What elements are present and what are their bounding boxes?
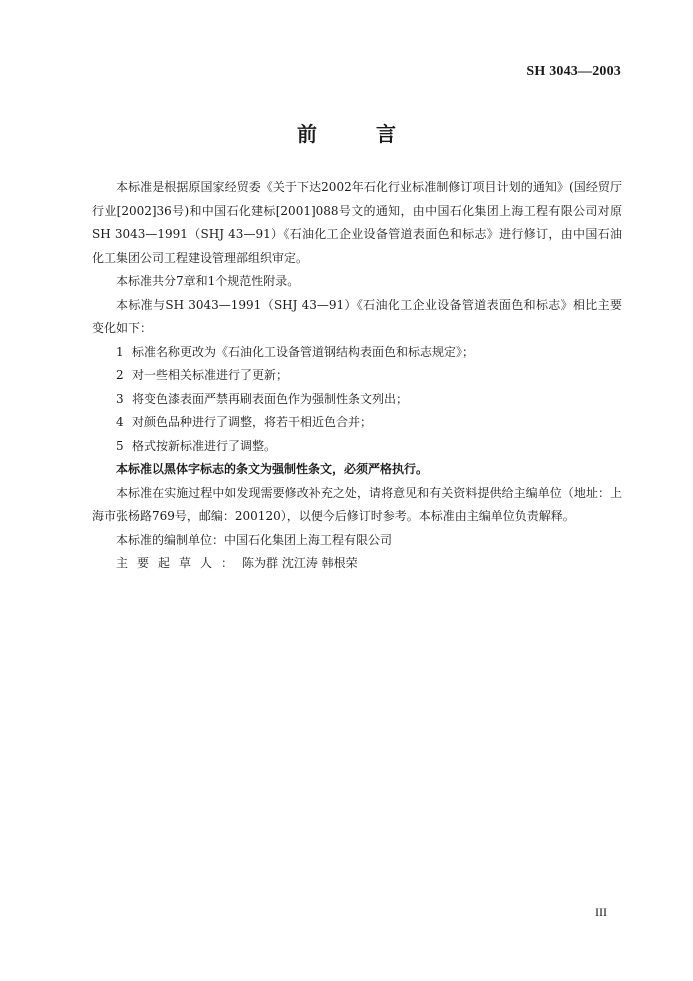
drafters-names: 陈为群 沈江涛 韩根荣: [242, 556, 358, 570]
foreword-body: [92, 176, 622, 576]
list-item-text: 将变色漆表面严禁再刷表面色作为强制性条文列出；: [132, 391, 409, 406]
list-item: [92, 388, 622, 412]
editor-unit-row: [92, 529, 622, 553]
list-item: [92, 435, 622, 459]
paragraph-changes-intro: 本标准与SH 3043—1991（SHJ 43—91）《石油化工企业设备管道表面色和标志》相比主要变化如下：: [92, 297, 622, 335]
editor-unit-label: 本标准的编制单位：: [116, 532, 225, 547]
list-item: [92, 341, 622, 365]
page-number: III: [595, 905, 607, 919]
list-item: [92, 364, 622, 388]
list-item-text: 标准名称更改为《石油化工设备管道钢结构表面色和标志规定》；: [132, 344, 475, 359]
mandatory-note: 本标准以黑体字标志的条文为强制性条文，必须严格执行。: [116, 462, 429, 476]
changes-list: [92, 341, 622, 459]
list-item-text: 对颜色品种进行了调整，将若干相近色合并；: [132, 415, 373, 429]
list-item-number: 3: [116, 391, 124, 406]
page-title: 前 言: [297, 122, 422, 146]
drafters-label: 主要起草人：: [116, 556, 243, 570]
drafters-row: [92, 552, 622, 576]
list-item-number: 1: [116, 344, 124, 359]
list-item-number: 5: [116, 438, 124, 453]
editor-unit-value: 中国石化集团上海工程有限公司: [224, 532, 393, 547]
list-item-number: 4: [116, 415, 124, 429]
paragraph-origin: 本标准是根据原国家经贸委《关于下达2002年石化行业标准制修订项目计划的通知》(国经贸厅行业[2002]36号)和中国石化建标[2001]088号文的通知，由中国石化集团上海工程有限公司对原SH 3043—1991（SHJ 43—91）《石油化工企业设备管道表面色和标志》进行修订，由中国石油化工集团公司工程建设管理部组织审定。: [92, 180, 622, 265]
standard-code: SH 3043—2003: [526, 64, 621, 79]
list-item-text: 格式按新标准进行了调整。: [132, 438, 277, 453]
paragraph-structure: 本标准共分7章和1个规范性附录。: [116, 274, 300, 288]
list-item-number: 2: [116, 368, 124, 382]
list-item: [92, 411, 622, 435]
feedback-note: 本标准在实施过程中如发现需要修改补充之处，请将意见和有关资料提供给主编单位（地址：上海市张杨路769号，邮编：200120），以便今后修订时参考。本标准由主编单位负责解释。: [92, 485, 622, 523]
list-item-text: 对一些相关标准进行了更新；: [132, 368, 289, 382]
